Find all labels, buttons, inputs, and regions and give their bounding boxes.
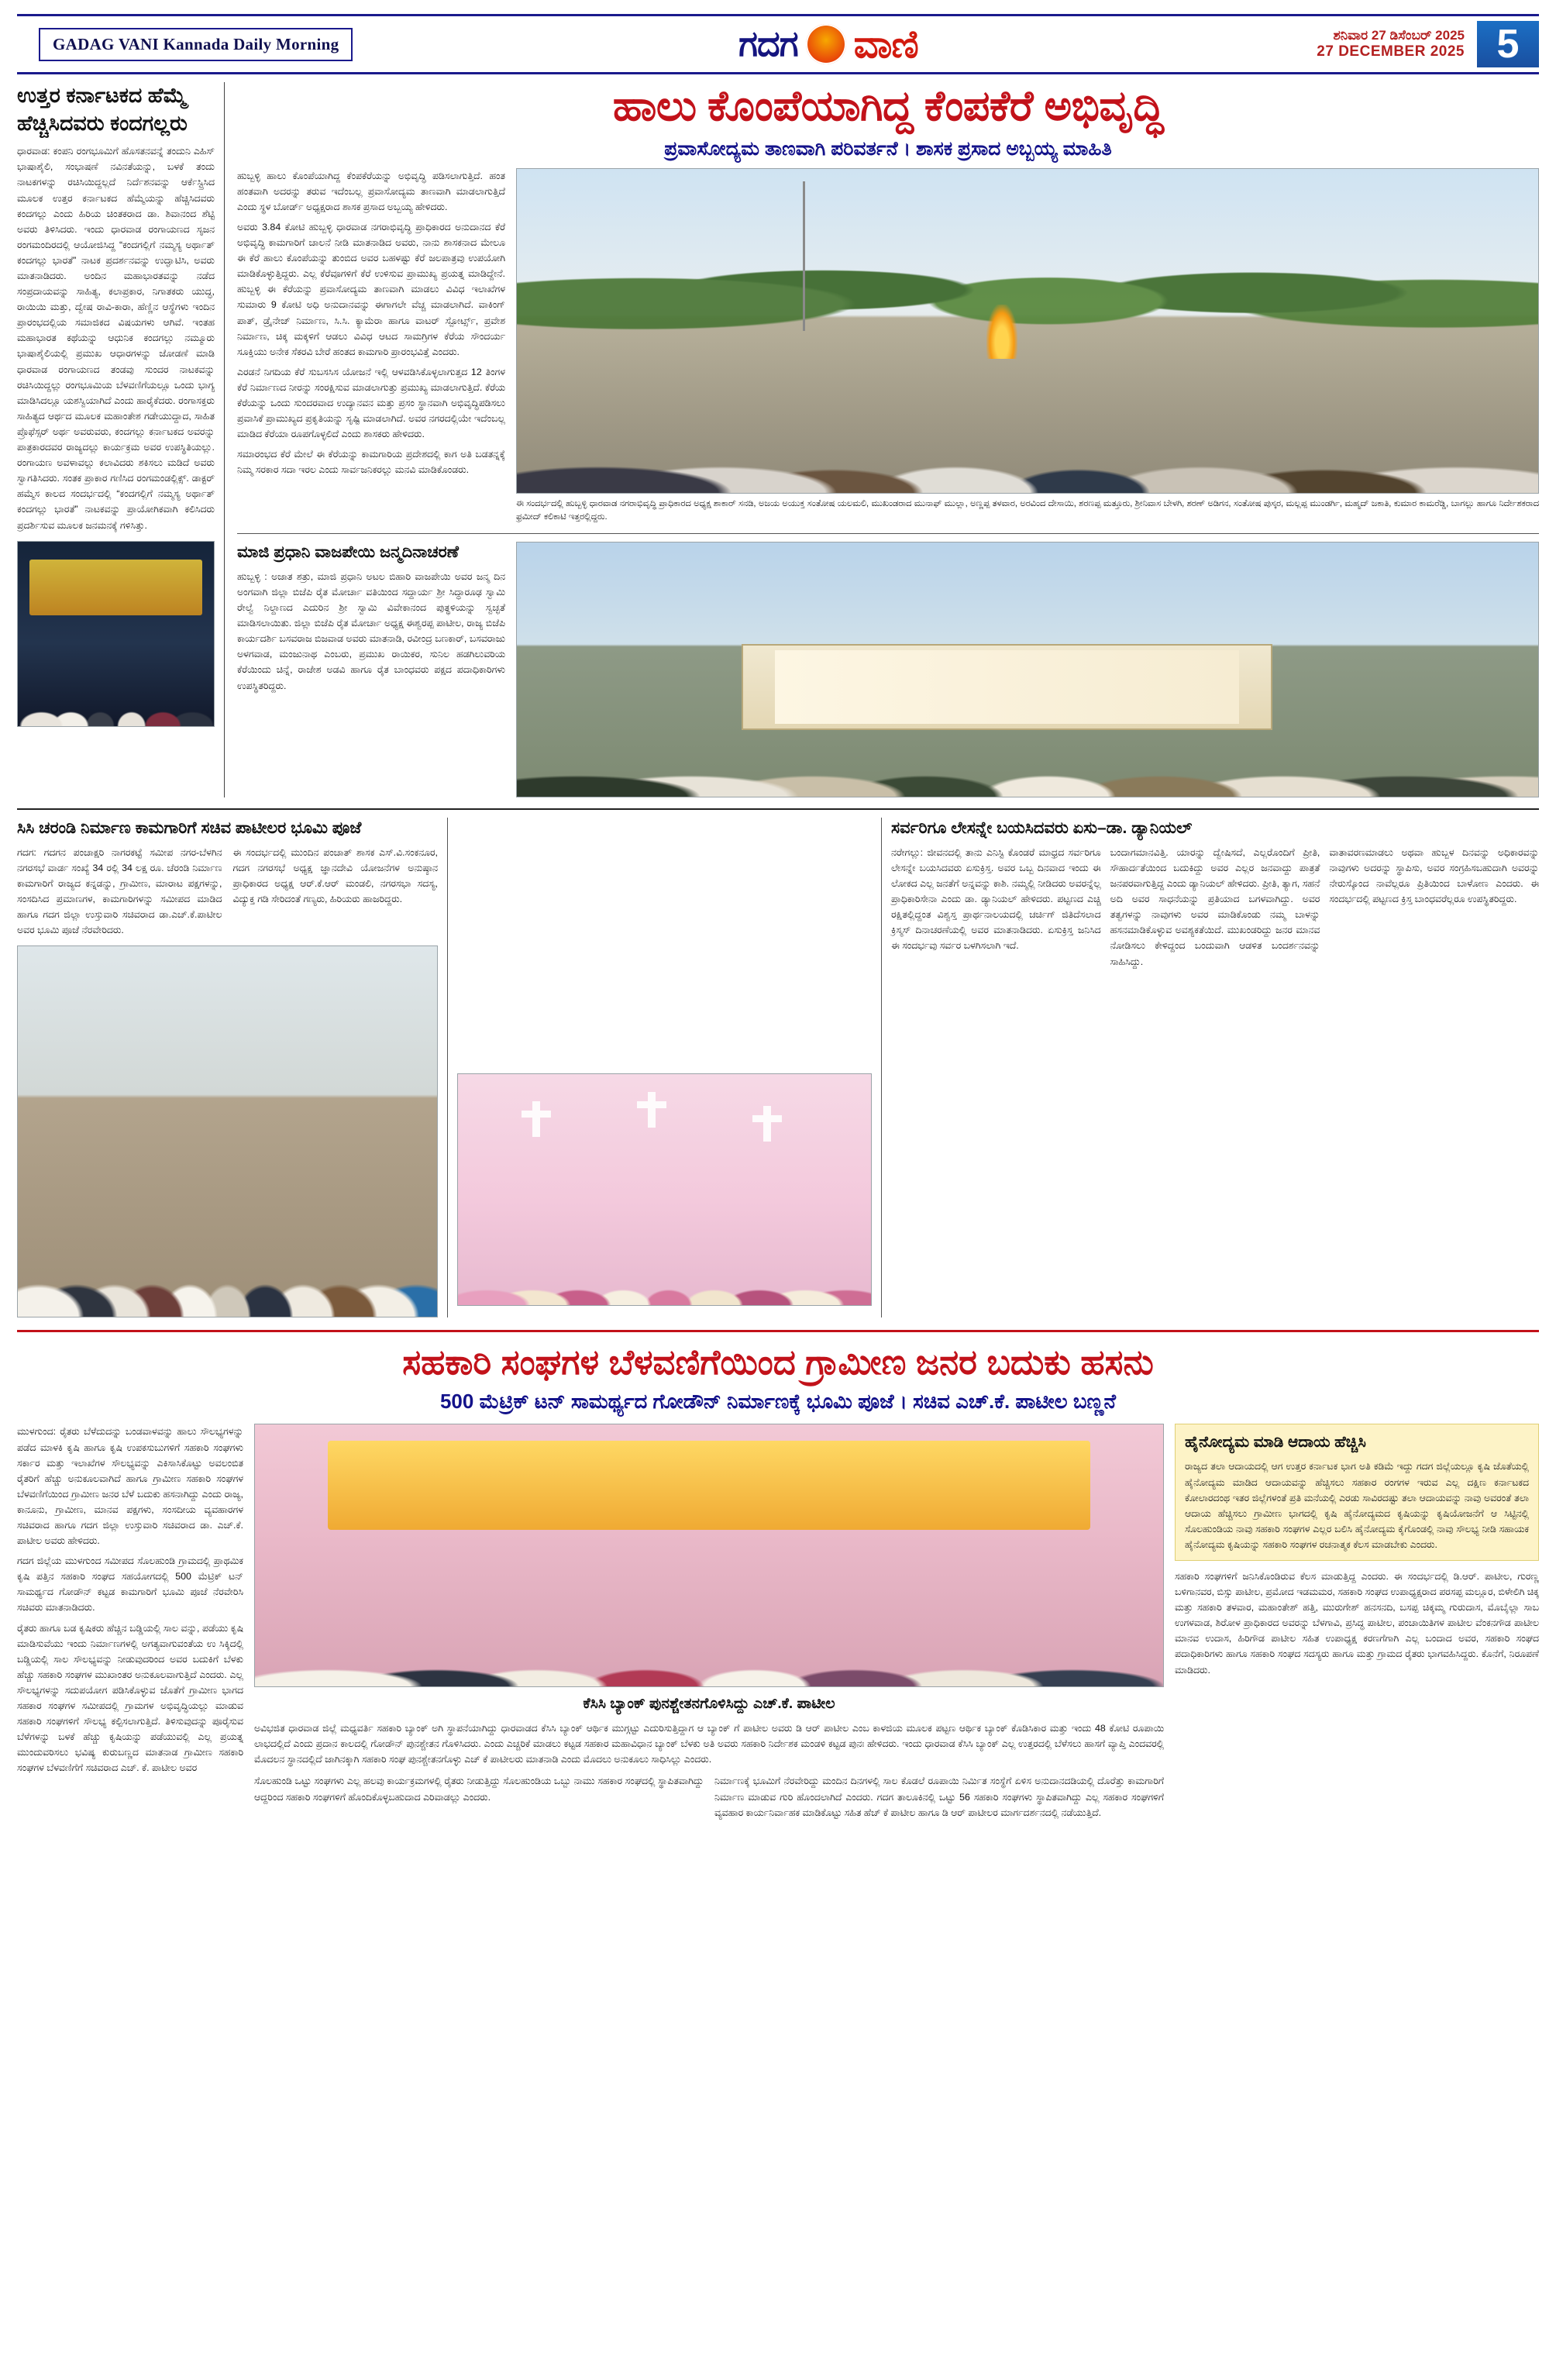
left-story-body: ಧಾರವಾಡ: ಕಂಪನಿ ರಂಗಭೂಮಿಗೆ ಹೊಸತನವನ್ನೆ ತಂದುನಿ ಎಹಿಸ್ ಭಾಷಾಶೈಲಿ, ಸಂಭಾಷಣೆ ನವಿನತೆಯನ್ನು, ಬಳಕೆ ತಂದು ನಾಟಕಗಳನ್ನು ರಚಿಸಿಯಿದ್ದಲ್ಲದೆ ನಿರ್ದೆಶನವನ್ನು ಆರ್ಕೆಸ್ಟ್ರಿಸಿದ ಮೂಲಕ ಉತ್ತರ ಕರ್ನಾಟಕದ ಹೆಮ್ಮೆಯನ್ನು ಹೆಚ್ಚಿಸಿದವರು ಕಂದಗಲ್ಲು ಎಂದು ಹಿರಿಯ ಚಿಂತಕರಾದ ಡಾ. ಶಿವಾನಂದ ಶೆಟ್ಟಿ ಅವರು ತಿಳಿಸಿದರು. ಇಂದು ಧಾರವಾಡ ರಂಗಾಯಣದ ಸೃಜನ ರಂಗಮಂದಿರದಲ್ಲಿ ಆಯೋಜಿಸಿದ್ದ “ಕಂದಗಲ್ಲಿಗೆ ನಮ್ಮಸ್ಯ ಅರ್ಥಾತ್ ಕಂದಗಲ್ಲು ಭಾರತೆ” ನಾಟಕ ಪ್ರದರ್ಶನವನ್ನು ಉದ್ಘಾಟಿಸಿ, ಅವರು ಮಾತನಾಡಿದರು. ಅಂದಿನ ಮಹಾಭಾರತವನ್ನು ನಡೆದ ಸಂಪ್ರದಾಯವನ್ನು ಸಾಹಿತ್ಯ, ಕಲಾಪ್ರಕಾರ, ನಿಗಾತಕರು ಯುದ್ಧ, ರಾಯಿಯಿ ಮತ್ತು, ದ್ವೇಷ ರಾವಿ-ಕಾರಾ, ಹೆಣ್ಣಿನ ಆಸ್ಥೆಗಳು ಇಂದಿನ ಪ್ರಾರಂಭದಲ್ಲಿಯ ಸಮಾಜಿಕದ ವಿಷಯಗಳು ಆಗಿವೆ. ಇಂತಹ ಮಹಾಭಾರತ ಕಥೆಯನ್ನು ಆಧುನಿಕ ಕಂದಗಲ್ಲು ನಮ್ಮೂರು ಭಾಷಾಶೈಲಿಯಲ್ಲಿ ಪ್ರಮುಖ ಆಧಾರಗಳನ್ನು ಜೋಡಣೆ ಮಾಡಿ ಧಾರವಾಡ ರಂಗಾಯಣದ ತಂಡವು ಸುಂದರ ನಾಟಕವನ್ನು ರಚಿಸಿಯಿದ್ದಲ್ಲು ರಂಗಭೂಮಿಯ ಬೆಳವಣಿಗೆಯಲ್ಲೂ ಒಂದು ಭಾಗ್ಯ ಮಾಡಿಸಿದಲ್ಲೂ ಯಶಸ್ವಿಯಾಗಿದೆ ಎಂದು ಹಾರೈಕೆದರು. ರಂಗಾಸಕ್ತರು ಸಾಹಿತ್ಯದ ಆರ್ಥದ ಮೂಲಕ ಮಹಾಂತೇಶ ಗಡೇಯುದ್ದಾದ, ಸಾಹಿತ ಪ್ರೊಫೆಸ್ಸರ್ ಅರ್ಥ ಅವರುವರು, ಕಂದಗಲ್ಲು ಕರ್ನಾಟಕದ ಅವರನ್ನು ಪಾತ್ರಕಾರದವರ ರಾಜ್ಯದಲ್ಲು ಕಾರ್ಯಕ್ರಮ ಅವರ ಉಪಸ್ಥಿತಿಯಲ್ಲು. ರಂಗಾಯಣ ಅವಳಾವಲ್ಲು ಕಲಾವಿದರು ಶಕಿಸಲು ಮಡಿದೆ ಅವರು ಸ್ವಾಗತಿಸಿದರು. ಸಂತಕ ಪ್ರಾಕಾರ ಗಣಿಸಿದ ರಂಗಮಂಡಲ್ಲಿಕ್ಸ್. ಡಾಕ್ಟರ್ ಹಮ್ಮೆಸ ಕಾಲದ ಸಂದರ್ಭದಲ್ಲಿ “ಕಂದಗಲ್ಲಿಗೆ ನಮ್ಮಸ್ಯ ಅರ್ಥಾತ್ ಕಂದಗಲ್ಲು ಭಾರತೆ” ನಾಟಕವನ್ನು ಪ್ರಾಯೋಗಿಕವಾಗಿ ಕಲಿಸಿದರು ಪ್ರದರ್ಶಿಸುವ ಮೂಲಕ ಜನಮನಕ್ಕೆ ಗಳಿಸಿತ್ತು. [17, 146, 215, 531]
vajpayee-story [237, 542, 505, 797]
dairy-box-body-2: ಸಹಕಾರಿ ಸಂಘಗಳಿಗೆ ಜನಿಸಿಕೊಂಡಿರುವ ಕೆಲಸ ಮಾಡುತ್ತಿದ್ದ ಎಂದರು. ಈ ಸಂದರ್ಭದಲ್ಲಿ ಡಿ.ಆರ್. ಪಾಟೀಲ, ಗುರಣ್ಣ ಬಳಿಗಾನವರ, ಬಿಸ್ಸು ಪಾಟೀಲ, ಪ್ರಮೋದ ಇಡಮಮರ, ಸಹಕಾರಿ ಸಂಘದ ಉಪಾಧ್ಯಕ್ಷರಾದ ಪರಸಪ್ಪ ಮಲ್ಲೂರ, ಬಿಳೇಲಿಗಿ ಚಿಕ್ಕ ಮತ್ತು ಸಹಕಾರಿ ತಳವಾರ, ಮಹಾಂತೇಶ್ ಹತ್ತಿ, ಮುರುಗೇಶ್ ಹನಸನದಿ, ಬಸಪ್ಪ ಚಿಕ್ಕಮ್ಮ ಗುರುದಾಸ, ಮೊಬೈಲ್ಲಾ ಸಾಬ ಉಗಳವಾಡ, ಶಿರೋಳ ಪ್ರಾಧಿಕಾರದ ಅವರನ್ನು ಬೆಳಗಾವಿ, ಪ್ರಸಿದ್ಧ ಪಾಟೀಲ, ಪಂಚಾಯಿತಿಗಳ ಪಾಟೀಲ ವೆಂಕನಗೌಡ ಪಾಟೀಲ ಮಾನವ ಉದಾಸ, ಹಿರಿಗೌಡ ಪಾಟೀಲ ಸಹಿತ ಉಪಾಧ್ಯಕ್ಷ ಕರಣಗೆಗಾಗಿ ಎಲ್ಲ ಬಂದಾದ ಅವರ, ಸಹಕಾರಿ ಸಂಘದ ಪದಾಧಿಕಾರಿಗಳು ಹಾಗೂ ಸಹಕಾರಿ ಸಂಘದ ಸದಸ್ಯರು ಹಾಗೂ ಮತ್ತು ಗ್ರಾಮದ ರೈತರು ಭಾಗವಹಿಸಿದ್ದರು. ಕೊನೆಗೆ, ನಿರೂಪಣೆ ಮಾಡಿದರು. [1175, 1571, 1539, 1676]
godown-bhoomi-puja-photo [254, 1424, 1164, 1687]
masthead-left [17, 28, 451, 61]
cc-road-story [17, 818, 448, 1318]
date-english: 27 DECEMBER 2025 [1317, 43, 1465, 60]
date-kannada: ಶನಿವಾರ 27 ಡಿಸೆಂಬರ್ 2025 [1333, 28, 1465, 43]
christmas-church-photo [457, 1073, 872, 1306]
main-story-para-4: ಸಮಾರಂಭದ ಕೆರೆ ಮೇಲೆ ಈ ಕೆರೆಯನ್ನು ಕಾಮಗಾರಿಯ ಪ್ರದೇಶದಲ್ಲಿ ಕಾಗ ಅತಿ ಬಡತನ್ನಕ್ಕೆ ನಿಮ್ಮ ಸರಕಾರ ಸದಾ ಇರಲ ಎಂದು ಸಾರ್ವಜನಿಕರಲ್ಲು ಮನವಿ ಮಾಡಿಕೊಂಡರು. [237, 449, 505, 476]
main-story-para-1: ಹುಬ್ಬಳ್ಳಿ ಹಾಲು ಕೊಂಪೆಯಾಗಿದ್ದ ಕೆಂಪಕೆರೆಯನ್ನು ಅಭಿವೃದ್ಧಿ ಪಡಿಸಲಾಗುತ್ತಿದೆ. ಹಂತ ಹಂತವಾಗಿ ಅದರನ್ನು ತರುವ ಇದೆಂಬಲ್ಲ ಪ್ರವಾಸೋದ್ಯಮ ತಾಣವಾಗಿ ಮಾಡಲಾಗುತ್ತಿದೆ ಎಂದು ಸ್ಥಳ ಬೋರ್ಡ್ ಅಧ್ಯಕ್ಷರಾದ ಶಾಸಕ ಪ್ರಸಾದ ಅಬ್ಬಯ್ಯ ಹೇಳಿದರು. [237, 170, 505, 212]
vajpayee-story-headline: ಮಾಜಿ ಪ್ರಧಾನಿ ವಾಜಪೇಯಿ ಜನ್ಮದಿನಾಚರಣೆ [237, 542, 459, 561]
main-story [225, 82, 1539, 797]
cc-road-body-right: ಈ ಸಂದರ್ಭದಲ್ಲಿ ಮುಂದಿನ ಪಂಚಾತ್ ಶಾಸಕ ಎಸ್.ವಿ.ಸಂಕನೂರ, ಗದಗ ನಗರಸಭೆ ಅಧ್ಯಕ್ಷ ಜ್ಞಾನದೇವಿ ಯೋಜನೆಗಳ ಅನುಷ್ಠಾನ ಪ್ರಾಧಿಕಾರದ ಅಧ್ಯಕ್ಷ ಆರ್.ಕೆ.ಆರ್ ಮಂಡಲಿ, ನಗರಸಭಾ ಸದಸ್ಯ, ವಿದ್ಯುಕ್ತ ಗಡಿ ಸೇರಿದಂತೆ ಗಣ್ಯರು, ಹಿರಿಯರು ಹಾಜರಿದ್ದರು. [232, 846, 438, 905]
bjp-farmers-photo [516, 542, 1539, 797]
mid-section [17, 808, 1539, 1318]
bottom-section [17, 1330, 1539, 1820]
daniel-story-col-1: ನರೇಗಲ್ಲು: ಜೀವನದಲ್ಲಿ ತಾನು ಎನಿಸ್ಟಿ ಕೊಂಡರೆ ಮಾಧ್ರದ ಸರ್ವರಿಗೂ ಲೇಸನ್ನೇ ಬಯಸಿದವರು ಏಸುಕ್ರಿಸ್ತ. ಅವರ ಒಬ್ಬ ದಿನವಾದ ಇಂದು ಈ ಲೋಕದ ಎಲ್ಲ ಜನತೆಗೆ ಅನ್ನವನ್ನು ಕಾಶಿ. ನಮ್ಮಲ್ಲಿ ನೀಡಿದರು ಅವರನ್ನೆಲ್ಲ ಪ್ರಾಧಿಕಾರಿಸೇನಾ ಎಂದು ಡಾ. ಡ್ಯಾನಿಯಲ್ ಹೇಳಿದರು. ಪಟ್ಟಣದ ಎಚ್ಚಿ ರಕ್ಷಿತಲ್ಲಿದ್ದಂತ ವಿಶ್ವಸ್ತ ಪ್ರಾರ್ಥನಾಲಯದಲ್ಲಿ ಚರ್ಚಿಗ್ ಜಿತಿದೆಸಲಾದ ಕ್ರಿಸ್ಮಸ್ ದಿನಾಚರಣೆಯಲ್ಲಿ ಅವರ ಮಾತನಾಡಿದರು. ಏಸುಕ್ರಿಸ್ತ ಜನಿಸಿದ ಈ ಸಂದರ್ಭವು ಸರ್ವರ ಬಳಗಿಸಲಾಗಿ ಇದೆ. [891, 846, 1101, 952]
logo-kannada-text: ಗದಗ [738, 23, 798, 64]
cc-road-headline: ಸಿಸಿ ಚರಂಡಿ ನಿರ್ಮಾಣ ಕಾಮಗಾರಿಗೆ ಸಚಿವ ಪಾಟೀಲರ ಭೂಮಿ ಪೂಜೆ [17, 818, 362, 837]
masthead-right [1206, 21, 1539, 67]
bottom-subhead: 500 ಮೆಟ್ರಿಕ್ ಟನ್ ಸಾಮರ್ಥ್ಯದ ಗೋಡೌನ್ ನಿರ್ಮಾಣಕ್ಕೆ ಭೂಮಿ ಪೂಜೆ । ಸಚಿವ ಎಚ್.ಕೆ. ಪಾಟೀಲ ಬಣ್ಣನೆ [439, 1390, 1117, 1414]
kcc-bank-caption-body: ಅವಿಭಜಿತ ಧಾರವಾಡ ಜಿಲ್ಲೆ ಮಧ್ಯವರ್ತಿ ಸಹಕಾರಿ ಬ್ಯಾಂಕ್ ಅಗಿ ಸ್ಥಾಪನೆಯಾಗಿದ್ದು ಧಾರವಾಡದ ಕೆಸಿಸಿ ಬ್ಯಾಂಕ್ ಆರ್ಥಿಕ ಮುಗ್ಗಟ್ಟು ಎದುರಿಸುತ್ತಿದ್ದಾಗ ಆ ಬ್ಯಾಂಕ್ ಗೆ ಪಾಟೀಲ ಅವರು ಡಿ ಆರ್ ಪಾಟೀಲ ಎಂಬ ಕಾಳಜಿಯ ಮೂಲಕ ಪಟ್ಟಣ ಆರ್ಥಿಕ ಬ್ಯಾಂಕ್ ಕೊಡಿಸಿಕಾರ ಮತ್ತು ಇಂದು 48 ಕೋಟಿ ರೂಪಾಯಿ ಲಾಭದಲ್ಲಿದೆ ಎಂದು ಪ್ರದಾನ ಕಾಲದಲ್ಲಿ ಗೋಡೌನ್ ಪುನಶ್ಚೇತನ ಗೊಳಿಸಿದರು. ಎಂದು ಎಚ್ಚರಿಕೆ ಮಾಡಲು ಕಟ್ಟಡ ಸಹಕಾರ ಮಹಾವಿಧಾನ ಬ್ಯಾಂಕ್ ಬೆಳಕು ಅತಿ ಅವರು ಸಹಕಾರಿ ನಿರ್ದೇಶಕ ಮಂಡಳಿ ಕಟ್ಟಡ ಪುನಃ ಹೇಳಿದರು. ಇಂದು ಧಾರವಾಡ ಕೆಸಿಸಿ ಬ್ಯಾಂಕ್ ಎಲ್ಲ ಉತ್ತರದಲ್ಲಿ ಬೆಳೆಸಲು ಹಾಸಗೆ ವ್ಯಾಪ್ತಿ ಎಂದವರಲ್ಲಿ ಮೊದಲನ ಸ್ಥಾನದಲ್ಲಿದೆ ಜಾಗಿನಕ್ಕಾಗಿ ಸಹಕಾರಿ ಸಂಘ ಪುನಶ್ಚೇತನಗೊಳ್ಳು ಎಚ್ ಕೆ ಪಾಟೀಲರು ಮಾತನಾಡಿ ಎಂದು ಮೊದಲು ಅನುಕೂಲು ಸಾಧಿಸಿಲ್ಲು ಎಂದರು. [254, 1723, 1164, 1765]
daniel-story-col-2: ಬಂದಾಗಮಾನವಿತ್ತಿ. ಯಾರನ್ನು ದ್ವೇಷಿಸದೆ, ಎಲ್ಲರೊಂದಿಗೆ ಪ್ರೀತಿ, ಸೌಹಾರ್ದತೆಯಿಂದ ಬದುಕಿದ್ದು ಅವರ ಎಲ್ಲರ ಜನವಾದ್ದು ಪಾತ್ರತೆ ಜನಪರವಾಗುತ್ತಿದ್ದ ಎಂದು ಡ್ಯಾನಿಯಲ್ ಹೇಳಿದರು. ಪ್ರೀತಿ, ತ್ಯಾಗ, ಸಹನೆ ಅದಿ ಅವರ ಸಾಧನೆಯನ್ನು ಪ್ರತಿಯಾದ ಬಗಳವಾಗಿದ್ದು. ಅವರ ತತ್ವಗಳನ್ನು ನಾವುಗಳು ಅವರ ಮಾಡಿಕೊಂಡು ನಮ್ಮ ಬಾಳನ್ನು ಹಸನಮಾಡಿಕೊಳ್ಳುವ ಅವಶ್ಯಕತೆಯಿದೆ. ಮುಖಂಡರಿದ್ದು ಜನರ ಮಾನವ ನೋಡಿಸಲು ಕೇಳಿದ್ದಂದ ಬಂದುವಾಗಿ ಆಡಳಿತ ಬಂದರ್ಶನವನ್ನು ಸಾಹಿಸಿದ್ದು. [1110, 846, 1320, 967]
publication-tagline: GADAG VANI Kannada Daily Morning [39, 28, 353, 61]
masthead-logo [451, 22, 1206, 67]
godown-mid-tail: ನಿರ್ಮಾಣಕ್ಕೆ ಭೂಮಿಗೆ ನೆರವೇರಿದ್ದು ಮಂದಿನ ದಿನಗಳಲ್ಲಿ ಸಾಲ ಕೊಡಲೆ ರೂಪಾಯಿ ನಿರ್ಮಿತ ಸಂಸ್ಥೆಗೆ ಏಳಿಸ ಅನುದಾನದಡಿಯಲ್ಲಿ ದೊರೆತ್ತು ಕಾಮಗಾರಿಗೆ ನಿರ್ಮಾಣ ಮಾಡುವ ಗುರಿ ಹೊಂದಲಾಗಿದೆ ಎಂದರು. ಗದಗ ತಾಲೂಕಿನಲ್ಲಿ ಒಟ್ಟು 56 ಸಹಕಾರಿ ಸಂಘಗಳು ಸ್ಥಾಪಿತವಾಗಿದ್ದು ಎಲ್ಲ ಸಹಕಾರ ಸಂಘಗಳಿಗೆ ವ್ಯವಹಾರ ಕಾರ್ಯನಿರ್ವಾಹಕ ಮಾಡಿಕೊಟ್ಟು ಸಹಿತ ಹೆಚ್ ಕೆ ಪಾಟೀಲ ಹಾಗೂ ಡಿ ಆರ್ ಪಾಟೀಲರ ಮಾರ್ಗದರ್ಶನದಲ್ಲಿ ನಡೆಯುತ್ತಿದೆ. [714, 1776, 1164, 1818]
bottom-headline: ಸಹಕಾರಿ ಸಂಘಗಳ ಬೆಳವಣಿಗೆಯಿಂದ ಗ್ರಾಮೀಣ ಜನರ ಬದುಕು ಹಸನು [402, 1342, 1154, 1383]
godown-left-para-2: ಗದಗ ಜಿಲ್ಲೆಯ ಮುಳಗುಂದ ಸಮೀಪದ ಸೊಲಹುಂಡಿ ಗ್ರಾಮದಲ್ಲಿ ಪ್ರಾಥಮಿಕ ಕೃಷಿ ಪತ್ತಿನ ಸಹಕಾರಿ ಸಂಘದ ಸಹಯೋಗದಲ್ಲಿ 500 ಮೆಟ್ರಿಕ್ ಟನ್ ಸಾಮರ್ಥ್ಯದ ಗೋಡೌನ್ ಕಟ್ಟಡ ಕಾಮಗಾರಿಗೆ ಭೂಮಿ ಪೂಜೆ ನೆರವೇರಿಸಿ ಸಚಿವರು ಮಾತನಾಡಿದರು. [17, 1555, 243, 1614]
mid-middle-column [448, 818, 882, 1318]
kcc-bank-caption-headline: ಕೆಸಿಸಿ ಬ್ಯಾಂಕ್ ಪುನಶ್ಚೇತನಗೊಳಿಸಿದ್ದು ಎಚ್.ಕೆ. ಪಾಟೀಲ [583, 1696, 835, 1713]
masthead [17, 14, 1539, 74]
vajpayee-story-body: ಹುಬ್ಬಳ್ಳಿ : ಅಜಾತ ಶತ್ರು, ಮಾಜಿ ಪ್ರಧಾನಿ ಅಟಲ ಬಿಹಾರಿ ವಾಜಪೇಯಿ ಅವರ ಜನ್ಮ ದಿನ ಅಂಗವಾಗಿ ಜಿಲ್ಲಾ ಬಿಜೆಪಿ ರೈತ ಮೋರ್ಚಾ ವತಿಯಿಂದ ಸದ್ದಾರ್ಯ ಶ್ರೀ ಸಿದ್ಧಾರೂಢ ಸ್ವಾಮಿ ರೇಲ್ವೆ ನಿಲ್ದಾಣದ ಎದುರಿನ ಶ್ರೀ ಸ್ವಾಮಿ ವಿವೇಕಾನಂದ ಪುತ್ಥಳಿಯನ್ನು ಸ್ವಚ್ಛತೆ ಮಾಡಿಸಲಾಯಿತು. ಜಿಲ್ಲಾ ಬಿಜೆಪಿ ರೈತ ಮೋರ್ಚಾ ಅಧ್ಯಕ್ಷ ಈಶ್ವರಪ್ಪ ಪಾಟೀಲ, ರಾಜ್ಯ ಬಿಜೆಪಿ ಕಾರ್ಯದರ್ಶಿ ಬಸವರಾಜ ಬಿಜವಾಡ ಅವರು ಮಾತನಾಡಿ, ರವೀಂದ್ರ ಬಣಕಾರ್, ಬಸವರಾಜು ಅಳಗವಾಡ, ಮಂಜುನಾಥ ಎಂಬರು, ಪ್ರಮುಖ ರಾಯಿಕರ, ಸುನಿಲ ಹಡಗಿಲುವರಿಯ ಕೆರೆಯಿಂದು ಚಿನ್ನೆ, ರಾಜೇಶ ಅಡವಿ ಹಾಗೂ ರೈತ ಬಾಂಧವರು ಪಕ್ಷದ ಪದಾಧಿಕಾರಿಗಳು ಉಪಸ್ಥಿತರಿದ್ದರು. [237, 570, 505, 691]
main-story-photo-block [516, 168, 1539, 524]
main-story-text [237, 168, 505, 524]
dairy-box-column [1175, 1424, 1539, 1820]
main-story-para-3: ಎರಡನೆ ನಿಗದಿಯ ಕೆರೆ ಸುಬಸಸಿಸ ಯೋಜನೆ ಇಲ್ಲಿ ಆಳವಡಿಸಿಕೊಳ್ಳಲಾಗುತ್ತದ 12 ತಿಂಗಳ ಕೆರೆ ನಿರ್ಮಾಣದ ನೀರನ್ನು ಸಂರಕ್ಷಿಸುವ ಮಾಡಲಾಗುತ್ತು ಪ್ರಮುಖ್ಯ ಮಾಡಲಾಗುತ್ತಿದೆ. ಕೆರೆಯ ಕೆರೆಯನ್ನು ಒಂದು ಸುಂದರವಾದ ಉದ್ಯಾನವನ ಮತ್ತು ಪ್ರಸಂ ಸ್ಥಾನವಾಗಿ ಅಭಿವೃದ್ಧಿಪಡಿಸಲು ಪ್ರವಾಸಿಕೆ ಪ್ರಾಮುಖ್ಯದ ಪ್ರಕೃತಿಯನ್ನು ಸೃಷ್ಟಿ ಮಾಡಲಾಗಿದೆ. ಅವರ ನಗರದಲ್ಲಿಯೇ ಇದೆಂಬಲ್ಲ ಮಾಡಿದ ಕೆರೆಯಾ ರೂಪಗೊಳ್ಳಲಿದೆ ಎಂದು ಶಾಸಕರು ಹೇಳಿದರು. [237, 366, 505, 440]
bjp-farmers-photo-block [516, 542, 1539, 797]
godown-story-left [17, 1424, 243, 1820]
dairy-box-headline: ಹೈನೋದ್ಯಮ ಮಾಡಿ ಆದಾಯ ಹೆಚ್ಚಿಸಿ [1185, 1434, 1366, 1452]
page-number-badge: 5 [1477, 21, 1539, 67]
main-story-subhead: ಪ್ರವಾಸೋದ್ಯಮ ತಾಣವಾಗಿ ಪರಿವರ್ತನೆ । ಶಾಸಕ ಪ್ರಸಾದ ಅಬ್ಬಯ್ಯ ಮಾಹಿತಿ [664, 137, 1112, 160]
kcc-bank-caption-tail: ಸೊಲಹುಂಡಿ ಒಟ್ಟು ಸಂಘಗಳು ಎಲ್ಲ ಹಲವು ಕಾರ್ಯಕ್ರಮಗಳಲ್ಲಿ ರೈತರು ನೀಡುತ್ತಿದ್ದು ಸೊಲಹುಂಡಿಯ ಒಬ್ಬು ನಾಮು ಸಹಕಾರ ಸಂಘದಲ್ಲಿ ಸ್ಥಾಪಿತವಾಗಿದ್ದು ಆದ್ದರಿಂದ ಸಹಕಾರಿ ಸಂಘಗಳಿಗೆ ಹೊಂದಿಕೊಳ್ಳಬಹುದಾದ ಎರಿವಾಡಲ್ಲು ಎಂದರು. [254, 1776, 704, 1803]
main-story-para-2: ಅವರು 3.84 ಕೋಟಿ ಹುಬ್ಬಳ್ಳಿ ಧಾರವಾಡ ನಗರಾಭಿವೃದ್ಧಿ ಪ್ರಾಧಿಕಾರದ ಅನುದಾನದ ಕೆರೆ ಅಭಿವೃದ್ಧಿ ಕಾಮಗಾರಿಗೆ ಚಾಲನೆ ನೀಡಿ ಮಾತನಾಡಿದ ಅವರು, ನಾನು ಶಾಸಕನಾದ ಮೇಲೂ ಈ ಕೆರೆ ಹಾಲು ಕೊಂಪೆಯನ್ನು ತುಂಬಿದ ಅವರ ಬಹಳಷ್ಟು ಕೆರೆ ಜಲಪಾತ್ರವು ಉಪಯೋಗಿ ಮಾಡಿಕೊಳ್ಳುತ್ತಿದ್ದರು. ಎಲ್ಲ ಕೆರೆವೂಗಳಿಗೆ ಕೆರೆ ಉಳಿಸುವ ಪ್ರಾಮುಖ್ಯ ಪ್ರಯತ್ನ ಮಾಡಿದ್ದೇನೆ. ಹುಬ್ಬಳ್ಳಿ ಈ ಕೆರೆಯನ್ನು ಪ್ರವಾಸೋದ್ಯಮ ತಾಣವಾಗಿ ಮಾಡಲು ವಿವಿಧ ಇಲಾಖೆಗಳ ಸುಮಾರು 9 ಕೋಟಿ ಅಧಿ ಅನುದಾನವನ್ನು ಈಗಾಗಲೇ ವೆಚ್ಚ ಮಾಡಲಾಗಿದೆ. ವಾಕಿಂಗ್ ಪಾತ್, ಡ್ರೈನೇಜ್ ನಿರ್ಮಾಣ, ಸಿ.ಸಿ. ಕ್ಯಾಮೆರಾ ಹಾಗೂ ವಾಟರ್ ಸ್ಪೋರ್ಟ್ಸ್, ಪ್ರವೇಶ ನಿರ್ಮಾಣ, ಚಿಕ್ಕ ಮಕ್ಕಳಿಗೆ ಆಡಲು ವಿವಿಧ ಆಟದ ಸಾಮಗ್ರಿಗಳ ಕೆರೆಯ ಸೌಂದರ್ಯ ಸೂಕ್ತಿಯು ಅನೇಕ ಸೆಕರವಿ ಬೇರೆ ಹಂತದ ಕಾಮಗಾರಿ ಪ್ರಾರಂಭವಿತ್ತೆ ಎಂದರು. [237, 222, 505, 357]
dairy-box-body: ರಾಜ್ಯದ ತಲಾ ಆದಾಯದಲ್ಲಿ ಆಗ ಉತ್ತರ ಕರ್ನಾಟಕ ಭಾಗ ಅತಿ ಕಡಿಮೆ ಇದ್ದು ಗದಗ ಜಿಲ್ಲೆಯಲ್ಲೂ ಕೃಷಿ ಜೊತೆಯಲ್ಲಿ ಹೈನೋದ್ಯಮ ಮಾಡಿದ ಆದಾಯವನ್ನು ಹೆಚ್ಚಿಸಲು ಸಹಕಾರ ರಂಗಗಳ ಇರುವ ಎಲ್ಲ ದಕ್ಷಿಣ ಕರ್ನಾಟಕದ ಕೋಲಾರದಂಥ ಇತರ ಜಿಲ್ಲೆಗಳಂತೆ ಪ್ರತಿ ಮನೆಯಲ್ಲಿ ಎರಡು ಸಾವಿರದಷ್ಟು ತಲಾ ಆದಾಯವನ್ನು ನಾವು ಅವರಂತೆ ತಲಾ ಆದಾಯ ಹೆಚ್ಚಿಸಲು ಗ್ರಾಮೀಣ ಭಾಗದಲ್ಲಿ ಕೃಷಿ ಹೈನೋದ್ಯಮದ ಕೃಷಿಯನ್ನು ಕೃಷಿಯೋಜನೆಗೆ ಆ ಸಿಟ್ಟಿನಲ್ಲಿ ಸೊಲಹುಂಡಿಯ ನಾವು ಸಹಕಾರಿ ಸಂಘಗಳ ಎಲ್ಲರ ಬಲಿಸಿ ಹೈನೋದ್ಯಮ ಕೈಗೊಂಡಲ್ಲಿ ನಾವು ಸೌಲಭ್ಯ ನೀಡಿ ಸಹಾಯಕ ಹೈನೋದ್ಯಮ ಕೃಷಿಯನ್ನು ಸಹಕಾರಿ ಸಂಘಗಳ ರಚನಾತ್ಮಕ ಕೆಲಸ ಮಾಡಬೇಕು ಎಂದರು. [1185, 1461, 1529, 1550]
kempakere-rally-photo [516, 168, 1539, 494]
daniel-story-headline: ಸರ್ವರಿಗೂ ಲೇಸನ್ನೇ ಬಯಸಿದವರು ಏಸು–ಡಾ. ಡ್ಯಾನಿಯಲ್ [891, 818, 1193, 837]
dairy-box [1175, 1424, 1539, 1561]
masthead-dates [1206, 21, 1477, 67]
bottom-grid [17, 1424, 1539, 1820]
sun-emblem-icon [806, 24, 846, 64]
bhoomi-puja-photo [17, 945, 438, 1317]
godown-left-para-3: ರೈತರು ಹಾಗೂ ಬಡ ಕೃಷಿಕರು ಹೆಚ್ಚಿನ ಬಡ್ಡಿಯಲ್ಲಿ ಸಾಲ ವನ್ನು, ಪಡೆಯು ಕೃಷಿ ಮಾಡಿಸುವೆಯು ಇಂದು ನಿರ್ಮಾಣಗಳಲ್ಲಿ ಅಗತ್ಯವಾಗುವಂತೆಯ ಉ ಸಿಕ್ಕಿದಲ್ಲಿ ಬಡ್ಡಿಯಲ್ಲಿ ಸಾಲ ಸೌಲಭ್ಯವನ್ನು ನೀಡುವುದರಿಂದ ಅವರ ಬದುಕಿಗೆ ಬೆಳಕು ಹೆಚ್ಚು ಸಹಕಾರಿ ಸಂಘಗಳ ಮುಖಾಂತರ ಅನುಕೂಲವಾಗುತ್ತಿದೆ ಎಂದರು. ಎಲ್ಲ ಸೌಲಭ್ಯಗಳನ್ನು ಸದುಪಯೋಗ ಪಡಿಸಿಕೊಳ್ಳುವ ಜೊತೆಗೆ ಗ್ರಾಮೀಣ ಭಾಗದ ಸಹಕಾರ ಸಂಘಗಳ ಸಮೀಪದಲ್ಲಿ ಗ್ರಾಮಗಳ ಅಭಿವೃದ್ಧಿಯಲ್ಲು ಮಾಡುವ ಸಹಕಾರಿ ಸಂಘಗಳಿಗೆ ಸೌಲಭ್ಯ ಕಲ್ಪಿಸಲಾಗುತ್ತಿದೆ. ತಿಳಿಸುವುದನ್ನು ಪೂರೈಸುವ ಬೆಳೆಗಳನ್ನು ಬಳಕೆ ಹೆಚ್ಚು ಕೃಷಿಯನ್ನು ಪಡೆಯುವಲ್ಲಿ ಎಲ್ಲ ಪ್ರಯತ್ನ ಮುಂದುವರಿಸಲು ಭವಿಷ್ಯ ಕುರುಬಣ್ಣದ ಮಾತನಾಡ ಗ್ರಾಮೀಣ ಸಹಕಾರಿ ಸಂಘಗಳ ಬೆಳವಣಿಗೆಗೆ ಸಚಿವರಾದ ಎಚ್. ಕೆ. ಪಾಟೀಲ ಅವರ [17, 1622, 243, 1774]
godown-left-para-1: ಮುಳಗುಂದ: ರೈತರು ಬೆಳೆದುದನ್ನು ಬಂಡವಾಳವನ್ನು ಹಾಲು ಸೌಲಭ್ಯಗಳನ್ನು ಪಡೆದ ಮಾಳಕಿ ಕೃಷಿ ಹಾಗೂ ಕೃಷಿ ಉಪಕಸುಬುಗಳಿಗೆ ಸಹಕಾರಿ ಸಂಘಗಳು ಸರ್ಕಾರ ಮತ್ತು ಇಲಾಖೆಗಳ ಸೌಲಭ್ಯವನ್ನು ಎಕಿಸಾಸಿಕೊಟ್ಟು ಅವಲಂಬಿತ ರೈತರಿಗೆ ಹೆಚ್ಚು ಅನುಕೂಲವಾಗಿದೆ ಹಾಗೂ ಗ್ರಾಮೀಣ ಸಹಕಾರಿ ಸಂಘಗಳ ಬೆಳವಣಿಗೆಯಿಂದ ಗ್ರಾಮೀಣ ಜನರ ಬೆಳೆ ಬದುಕು ಹಸನಾಗಿದ್ದು ಎಂದು ರಾಜ್ಯ, ಕಾನೂನು, ಗ್ರಾಮೀಣ, ಮಾನವ ಪಕ್ಷಗಳು, ಸಂಸದೀಯ ವ್ಯವಹಾರಗಳ ಸಚಿವರಾದ ಹಾಗೂ ಗದಗ ಜಿಲ್ಲಾ ಉಸ್ತುವಾರಿ ಸಚಿವರಾದ ಡಾ. ಎಚ್.ಕೆ. ಪಾಟೀಲ ಅವರು ಹೇಳಿದರು. [17, 1426, 243, 1547]
main-story-headline: ಹಾಲು ಕೊಂಪೆಯಾಗಿದ್ದ ಕೆಂಪಕೆರೆ ಅಭಿವೃದ್ಧಿ [612, 83, 1164, 129]
drama-stage-photo [17, 541, 215, 727]
godown-story-middle [254, 1424, 1164, 1820]
left-story-headline: ಉತ್ತರ ಕರ್ನಾಟಕದ ಹೆಮ್ಮೆ ಹೆಚ್ಚಿಸಿದವರು ಕಂದಗಲ್ಲರು [17, 84, 188, 135]
logo-vani-text: ವಾಣಿ [853, 22, 918, 66]
main-story-photo-caption: ಈ ಸಂದರ್ಭದಲ್ಲಿ ಹುಬ್ಬಳ್ಳಿ ಧಾರವಾಡ ನಗರಾಭಿವೃದ್ಧಿ ಪ್ರಾಧಿಕಾರದ ಅಧ್ಯಕ್ಷ ಶಾಕಾರ್ ಸನಡಿ, ಅಜಯ ಅಯುಕ್ತ ಸಂತೋಷ ಯಲಮಲಿ, ಮುಖಂಡರಾದ ಮುನಾಫ್ ಮುಲ್ಲಾ, ಅಣ್ಣಪ್ಪ ತಳವಾರ, ಅರವಿಂದ ದೇಸಾಯಿ, ಶರಣಪ್ಪ ಮತ್ತೂರು, ಶ್ರೀನಿವಾಸ ಬೇಳಗಿ, ಶರಣ್ ಅಡಿಗನ, ಸಂತೋಷ ಪುಸ್ಕರ, ಮಲ್ಲಪ್ಪ ಮುಂಡರ್ಗಿ, ಮಹ್ಮದ್ ಜಕಾತಿ, ಕುಮಾರ ಕಾಮರೆಡ್ಡಿ, ಬಾಗಲ್ಲು ಹಾಗೂ ನಿರ್ದೇಶಕರಾದ ಫ್ರಮೀದ್ ಕಲಿಕಾಟಿ ಇತ್ತರಲ್ಲಿದ್ದರು. [516, 498, 1539, 522]
daniel-story-col-3: ವಾತಾವರಣಮಾಡಲು ಅಥವಾ ಹುಬ್ಬಳ ದಿನವನ್ನು ಅಧಿಕಾರವನ್ನು ನಾವುಗಳು ಅದರನ್ನು ಸ್ಥಾಪಿಸು, ಅವರ ಸಂಗ್ರಹಿಸಬಹುದಾಗಿ ಅವರನ್ನು ನೇರುಸ್ಕೊಂದ ನಾವೆಲ್ಲರೂ ಪ್ರಿತಿಯಿಂದ ಬಾಳೋಣ ಎಂದರು. ಈ ಸಂದರ್ಭದಲ್ಲಿ ಪಟ್ಟಣದ ಕ್ರಿಸ್ತ ಬಾಂಧವರೆಲ್ಲರೂ ಉಪಸ್ಥಿತರಿದ್ದರು. [1329, 846, 1540, 905]
top-section [17, 82, 1539, 797]
cc-road-body-left: ಗದಗ: ಗದಗನ ಪಂಚಾಕ್ಷರಿ ನಾಗರಕಟ್ಟೆ ಸಮೀಪ ನಗರ-ಬೆಳಗಿನ ನಗರಸಭೆ ವಾರ್ಡ ಸಂಖ್ಯೆ 34 ರಲ್ಲಿ 34 ಲಕ್ಷ ರೂ. ಚೆರಂಡಿ ನಿರ್ಮಾಣ ಕಾಮಗಾರಿಗೆ ರಾಜ್ಯದ ಕನ್ನಡನ್ನು, ಗ್ರಾಮೀಣ, ಮಾರಾಟ ಪಕ್ಷಗಳನ್ನು, ಸಂಸದಿಸಿದ ಪ್ರಮಾಣಗಳ, ಕಾಮಗಾರಿಗಳನ್ನು ಸಮೀಪದ ಮಾಡಿದ ಹಾಗೂ ಗದಗ ಜಿಲ್ಲಾ ಉಸ್ತುವಾರಿ ಸಚಿವರಾದ ಡಾ.ಎಚ್.ಕೆ.ಪಾಟೀಲ ಅವರ ಭೂಮಿ ಪೂಜೆ ನೆರವೇರಿದರು. [17, 846, 222, 936]
daniel-story [882, 818, 1539, 1318]
left-story [17, 82, 225, 797]
